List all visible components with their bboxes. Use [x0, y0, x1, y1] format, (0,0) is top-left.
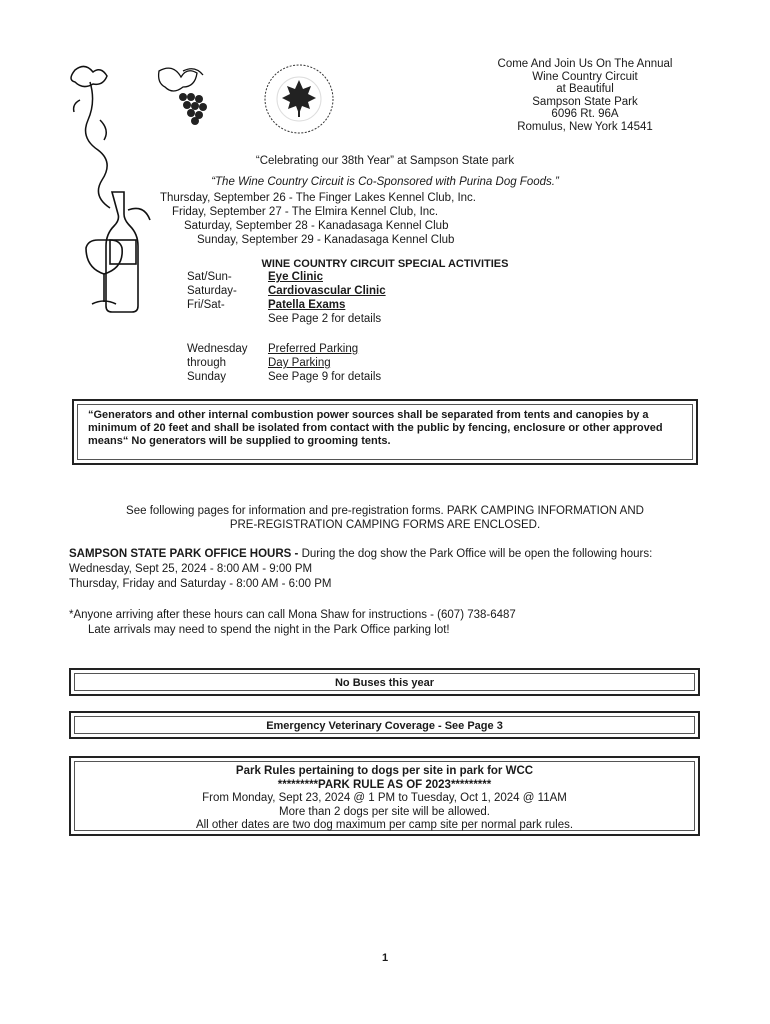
parking-day: Sunday: [187, 371, 227, 383]
header-line: Romulus, New York 14541: [517, 120, 653, 133]
no-buses-box: [69, 668, 700, 696]
emergency-vet-text: Emergency Veterinary Coverage - See Page 3: [74, 716, 695, 734]
clinic-day: Sat/Sun-: [187, 271, 232, 283]
park-rules-line: More than 2 dogs per site will be allowed.: [279, 805, 490, 818]
clinic-patella-link: Patella Exams: [268, 299, 346, 311]
show-line: Sunday, September 29 - Kanadasaga Kennel Club: [197, 234, 455, 246]
club-seal-logo: [262, 62, 336, 136]
office-hours: [69, 547, 709, 592]
office-hours-line2: Thursday, Friday and Saturday - 8:00 AM - 6:00 PM: [69, 578, 332, 590]
day-parking-link: Day Parking: [268, 357, 331, 369]
celebrating-line: “Celebrating our 38th Year” at Sampson State park: [255, 155, 515, 167]
cosponsor-line: “The Wine Country Circuit is Co-Sponsored with Purina Dog Foods.”: [211, 176, 559, 188]
generators-notice-box: [72, 399, 698, 465]
park-rules-box: [69, 756, 700, 836]
parking-day: through: [187, 357, 227, 369]
see-following-line: PRE-REGISTRATION CAMPING FORMS ARE ENCLOSED.: [229, 519, 541, 531]
late-arrival-line: *Anyone arriving after these hours can call Mona Shaw for instructions - (607) 738-6487: [69, 609, 516, 621]
late-arrival-note: [69, 608, 709, 638]
late-arrival-line: Late arrivals may need to spend the night in the Park Office parking lot!: [88, 624, 450, 636]
show-line: Saturday, September 28 - Kanadasaga Kennel Club: [184, 220, 449, 232]
activities-title: WINE COUNTRY CIRCUIT SPECIAL ACTIVITIES: [261, 258, 509, 270]
park-rules-title: Park Rules pertaining to dogs per site in park for WCC: [235, 765, 534, 777]
office-hours-heading: SAMPSON STATE PARK OFFICE HOURS -: [69, 548, 299, 560]
parking-day: Wednesday: [187, 343, 248, 355]
no-buses-text: No Buses this year: [74, 673, 695, 691]
header-line: 6096 Rt. 96A: [551, 108, 619, 120]
grapes-icon: [153, 63, 223, 133]
emergency-vet-box: [69, 711, 700, 739]
clinic-day: Saturday-: [187, 285, 237, 297]
header-line: Sampson State Park: [532, 95, 638, 108]
see-following-text: [60, 504, 710, 532]
office-hours-text: During the dog show the Park Office will be open the following hours: Wednesday, Sept 25, 2024 - 8:00 AM - 9:00 PM: [69, 548, 653, 575]
header-line: Come And Join Us On The Annual: [497, 58, 673, 70]
see-following-line: See following pages for information and pre-registration forms. PARK CAMPING INFORMATION AND: [126, 505, 644, 517]
event-header: [400, 58, 770, 133]
generators-notice-text: “Generators and other internal combustion power sources shall be separated from tents and canopies by a minimum of 20 feet and shall be isolated from contact with the public by fencing, enclosure or other approved means“ No generators will be supplied to grooming tents.: [77, 404, 693, 460]
show-schedule: [0, 191, 770, 247]
clinic-cardio-link: Cardiovascular Clinic: [268, 285, 386, 297]
clinics-note: See Page 2 for details: [268, 313, 382, 325]
show-line: Friday, September 27 - The Elmira Kennel Club, Inc.: [172, 206, 439, 218]
header-line: Wine Country Circuit: [532, 70, 638, 83]
park-rules-subtitle: *********PARK RULE AS OF 2023*********: [277, 778, 492, 791]
clinic-day: Fri/Sat-: [187, 299, 225, 311]
page-number: 1: [381, 952, 389, 964]
park-rules-line: From Monday, Sept 23, 2024 @ 1 PM to Tuesday, Oct 1, 2024 @ 11AM: [202, 792, 567, 804]
clinic-eye-link: Eye Clinic: [268, 271, 323, 283]
parking-note: See Page 9 for details: [268, 371, 382, 383]
preferred-parking-link: Preferred Parking: [268, 343, 359, 355]
header-line: at Beautiful: [556, 83, 614, 95]
show-line: Thursday, September 26 - The Finger Lakes Kennel Club, Inc.: [160, 192, 476, 204]
park-rules-line: All other dates are two dog maximum per camp site per normal park rules.: [195, 819, 574, 831]
